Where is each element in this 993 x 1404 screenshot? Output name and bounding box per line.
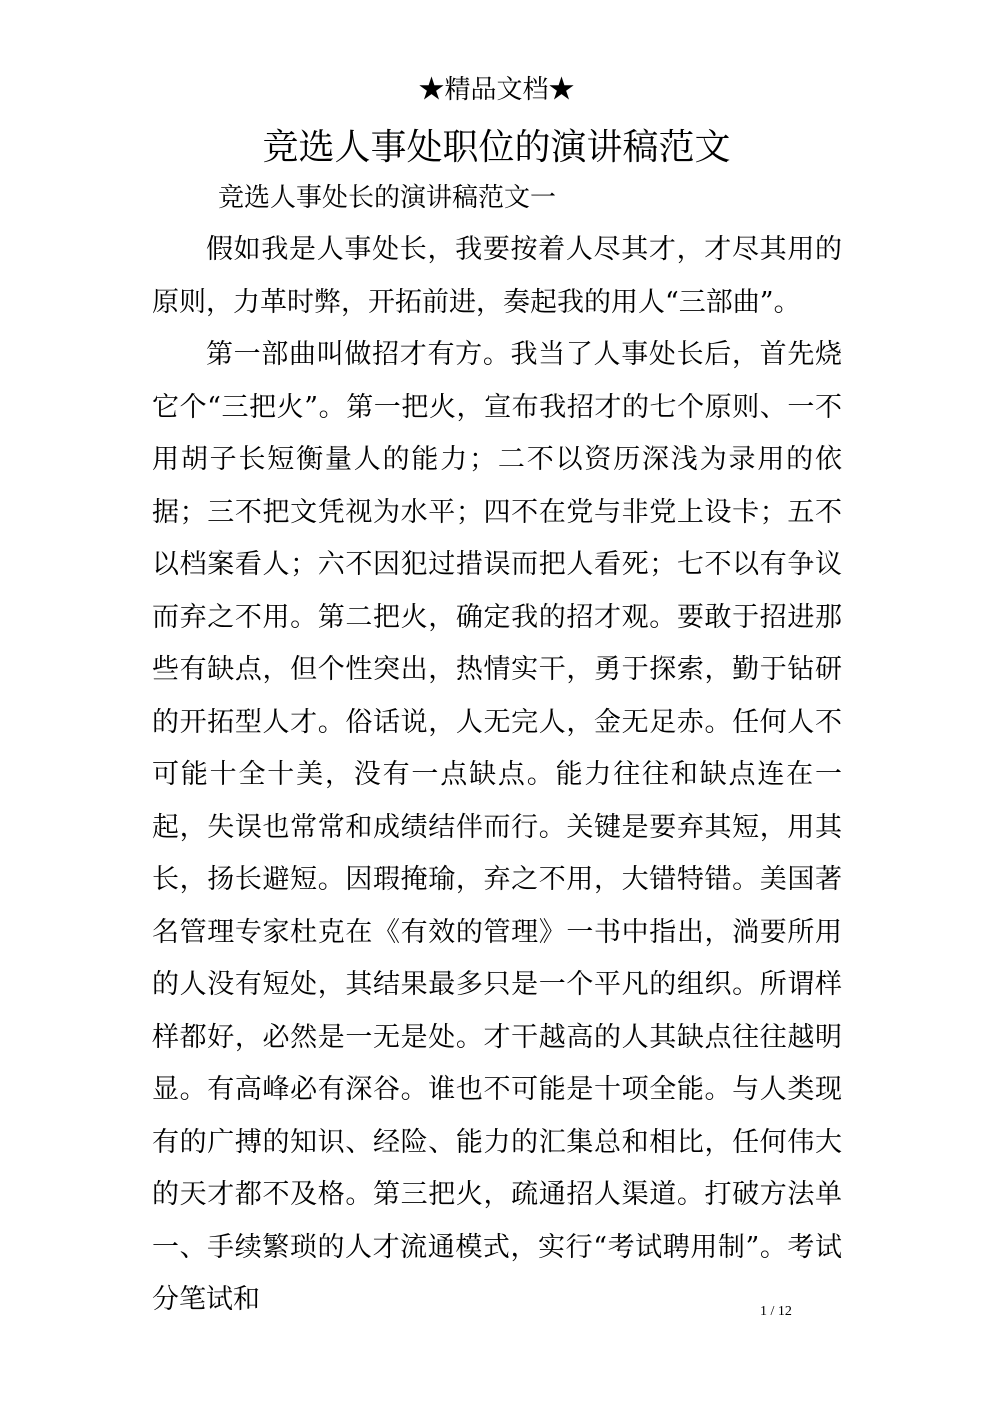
document-title: 竞选人事处职位的演讲稿范文 [262,127,731,168]
body-paragraph: 假如我是人事处长，我要按着人尽其才，才尽其用的原则，力革时弊，开拓前进，奏起我的用人“三部曲”。 [152,234,842,318]
document-header-mark: ★精品文档★ [418,75,575,105]
document-subtitle: 竞选人事处长的演讲稿范文一 [218,183,557,213]
body-paragraph: 第一部曲叫做招才有方。我当了人事处长后，首先烧它个“三把火”。第一把火，宣布我招才的七个原则、一不用胡子长短衡量人的能力；二不以资历深浅为录用的依据；三不把文凭视为水平；四不在党与非党上设卡；五不以档案看人；六不因犯过措误而把人看死；七不以有争议而弃之不用。第二把火，确定我的招才观。要敢于招进那些有缺点，但个性突出，热情实干，勇于探索，勤于钻研的开拓型人才。俗话说，人无完人，金无足赤。任何人不可能十全十美，没有一点缺点。能力往往和缺点连在一起，失误也常常和成绩结伴而行。关键是要弃其短，用其长，扬长避短。因瑕掩瑜，弃之不用，大错特错。美国著名管理专家杜克在《有效的管理》一书中指出，淌要所用的人没有短处，其结果最多只是一个平凡的组织。所谓样样都好，必然是一无是处。才干越高的人其缺点往往越明显。有高峰必有深谷。谁也不可能是十项全能。与人类现有的广搏的知识、经险、能力的汇集总和相比，任何伟大的天才都不及格。第三把火，疏通招人渠道。打破方法单一、手续繁琐的人才流通模式，实行“考试聘用制”。考试分笔试和 [152,339,842,1315]
page-number: 1 / 12 [760,1304,792,1319]
document-body [152,224,842,1327]
